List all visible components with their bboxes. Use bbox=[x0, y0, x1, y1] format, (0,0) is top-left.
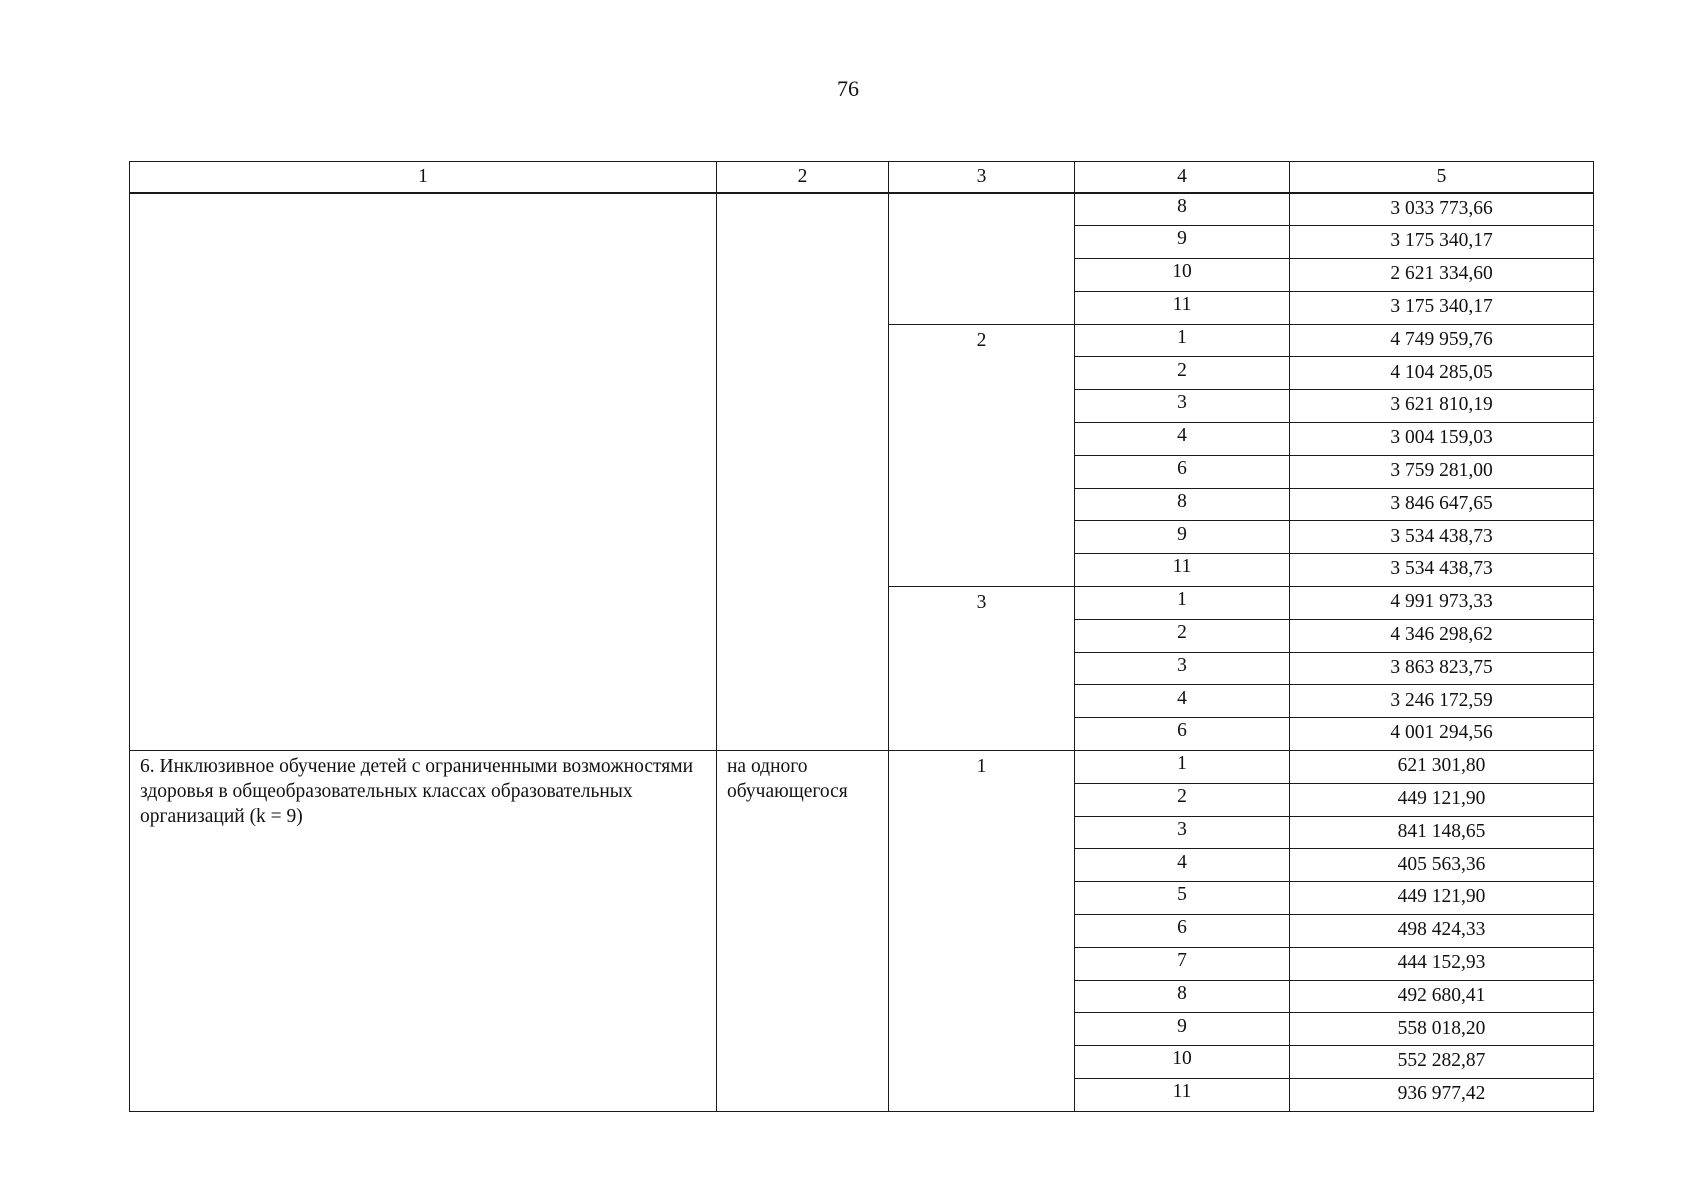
header-row bbox=[130, 162, 1594, 194]
c5-value: 405 563,36 bbox=[1290, 849, 1594, 882]
c4-cell: 9 bbox=[1075, 226, 1290, 259]
c5-value: 3 175 340,17 bbox=[1290, 226, 1594, 259]
c4-cell: 10 bbox=[1075, 259, 1290, 292]
name-cell-continued bbox=[130, 193, 717, 751]
section-6-name: 6. Инклюзивное обучение детей с ограниченными возможностями здоровья в общеобразовательных классах образовательных организаций (k = 9) bbox=[130, 751, 717, 1112]
c4-cell: 3 bbox=[1075, 652, 1290, 685]
c4-cell: 9 bbox=[1075, 1013, 1290, 1046]
c5-value: 841 148,65 bbox=[1290, 816, 1594, 849]
c4-cell: 8 bbox=[1075, 193, 1290, 226]
table-row bbox=[130, 193, 1594, 226]
c5-value: 4 749 959,76 bbox=[1290, 324, 1594, 357]
c4-cell: 2 bbox=[1075, 619, 1290, 652]
c5-value: 444 152,93 bbox=[1290, 947, 1594, 980]
c4-cell: 8 bbox=[1075, 980, 1290, 1013]
c5-value: 3 246 172,59 bbox=[1290, 685, 1594, 718]
c4-cell: 1 bbox=[1075, 751, 1290, 784]
c4-cell: 10 bbox=[1075, 1046, 1290, 1079]
c5-value: 3 759 281,00 bbox=[1290, 455, 1594, 488]
c5-value: 3 033 773,66 bbox=[1290, 193, 1594, 226]
c4-cell: 6 bbox=[1075, 455, 1290, 488]
column-header-2: 2 bbox=[717, 162, 889, 194]
table-row bbox=[130, 751, 1594, 784]
c5-value: 4 104 285,05 bbox=[1290, 357, 1594, 390]
c5-value: 936 977,42 bbox=[1290, 1079, 1594, 1112]
c4-cell: 11 bbox=[1075, 554, 1290, 587]
c4-cell: 3 bbox=[1075, 816, 1290, 849]
c5-value: 498 424,33 bbox=[1290, 915, 1594, 948]
column-header-4: 4 bbox=[1075, 162, 1290, 194]
c4-cell: 11 bbox=[1075, 1079, 1290, 1112]
c4-cell: 3 bbox=[1075, 390, 1290, 423]
c5-value: 492 680,41 bbox=[1290, 980, 1594, 1013]
c5-value: 621 301,80 bbox=[1290, 751, 1594, 784]
c4-cell: 6 bbox=[1075, 915, 1290, 948]
c4-cell: 1 bbox=[1075, 324, 1290, 357]
column-header-3: 3 bbox=[889, 162, 1075, 194]
group-cell-continued bbox=[889, 193, 1075, 324]
c5-value: 3 175 340,17 bbox=[1290, 291, 1594, 324]
c5-value: 3 846 647,65 bbox=[1290, 488, 1594, 521]
c5-value: 3 863 823,75 bbox=[1290, 652, 1594, 685]
c5-value: 449 121,90 bbox=[1290, 783, 1594, 816]
c5-value: 3 621 810,19 bbox=[1290, 390, 1594, 423]
c4-cell: 1 bbox=[1075, 587, 1290, 620]
c4-cell: 2 bbox=[1075, 783, 1290, 816]
c4-cell: 2 bbox=[1075, 357, 1290, 390]
c5-value: 449 121,90 bbox=[1290, 882, 1594, 915]
c4-cell: 9 bbox=[1075, 521, 1290, 554]
c5-value: 3 534 438,73 bbox=[1290, 521, 1594, 554]
c4-cell: 8 bbox=[1075, 488, 1290, 521]
c5-value: 4 001 294,56 bbox=[1290, 718, 1594, 751]
c4-cell: 4 bbox=[1075, 685, 1290, 718]
c5-value: 4 346 298,62 bbox=[1290, 619, 1594, 652]
c4-cell: 4 bbox=[1075, 849, 1290, 882]
column-header-5: 5 bbox=[1290, 162, 1594, 194]
c5-value: 558 018,20 bbox=[1290, 1013, 1594, 1046]
section-6-group-cell: 1 bbox=[889, 751, 1075, 1112]
c4-cell: 4 bbox=[1075, 423, 1290, 456]
column-header-1: 1 bbox=[130, 162, 717, 194]
page-number: 76 bbox=[837, 76, 859, 101]
c5-value: 3 534 438,73 bbox=[1290, 554, 1594, 587]
c4-cell: 11 bbox=[1075, 291, 1290, 324]
section-6-unit: на одного обучающегося bbox=[717, 751, 889, 1112]
group-cell-2: 2 bbox=[889, 324, 1075, 586]
group-cell-3: 3 bbox=[889, 587, 1075, 751]
c5-value: 2 621 334,60 bbox=[1290, 259, 1594, 292]
c4-cell: 6 bbox=[1075, 718, 1290, 751]
tariff-table bbox=[129, 161, 1594, 1112]
c4-cell: 7 bbox=[1075, 947, 1290, 980]
c5-value: 3 004 159,03 bbox=[1290, 423, 1594, 456]
unit-cell-continued bbox=[717, 193, 889, 751]
c4-cell: 5 bbox=[1075, 882, 1290, 915]
c5-value: 4 991 973,33 bbox=[1290, 587, 1594, 620]
c5-value: 552 282,87 bbox=[1290, 1046, 1594, 1079]
